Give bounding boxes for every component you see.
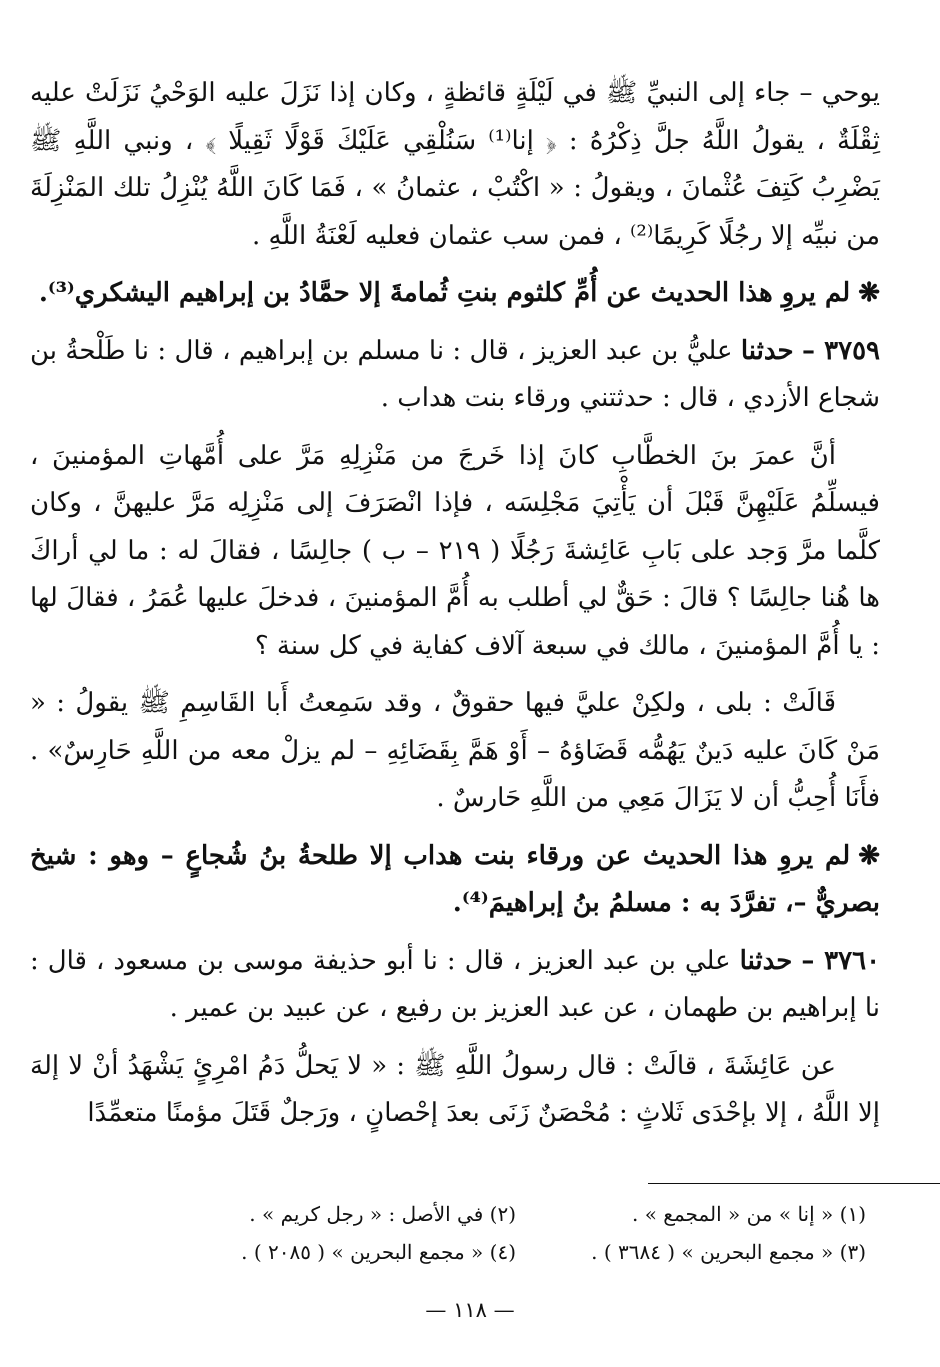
paragraph-text: علي بن عبد العزيز ، قال : نا أبو حذيفة موسى بن مسعود ، قال : نا إبراهيم بن طهمان ، عن عبد العزيز بن رفيع ، عن عبيد بن عمير . (30, 945, 880, 1023)
hadith-label: حدثنا (740, 335, 794, 366)
page-body (30, 70, 880, 1148)
paragraph-text: يوحي – جاء إلى النبيِّ ﷺ في لَيْلَةٍ قائظةٍ ، وكان إذا نَزَلَ عليه الوَحْيُ نَزَلَتْ عليه ثِقْلَةٌ ، يقولُ اللَّهُ جلَّ ذِكْرُهُ : ﴿ إنا⁽¹⁾ سَنُلْقِي عَلَيْكَ قَوْلًا ثَقِيلًا ﴾ ، ونبي اللَّهِ ﷺ يَضْرِبُ كَتِفَ عُثْمانَ ، ويقولُ : « اكْتُبْ ، عثمانُ » ، فَمَا كَانَ اللَّهُ يُنْزِلُ تلك المَنْزِلَةَ من نبيِّه إلا رجُلًا كَرِيمًا⁽²⁾ ، فمن سب عثمان فعليه لَعْنَةُ اللَّهِ . (30, 78, 880, 251)
footnote-row (40, 1233, 866, 1271)
hadith-number: ٣٧٥٩ – (801, 335, 881, 366)
footnotes (40, 1195, 866, 1271)
commentary-paragraph (30, 833, 880, 928)
hadith-3759-isnad (30, 328, 880, 423)
commentary-paragraph (30, 270, 880, 318)
hadith-label: حدثنا (739, 945, 793, 976)
footnote: (٣) « مجمع البحرين » ( ٣٦٨٤ ) . (591, 1240, 866, 1264)
hadith-3759-matn (30, 433, 880, 671)
asterism-icon: ❋ (858, 840, 880, 871)
hadith-number: ٣٧٦٠ – (801, 945, 881, 976)
paragraph-text: قَالَتْ : بلى ، ولكِنْ عليَّ فيها حقوقٌ ، وقد سَمِعتُ أَبا القَاسِمِ ﷺ يقولُ : « مَنْ كَانَ عليه دَينٌ يَهُمُّه قَضَاؤهُ – أَوْ هَمَّ بِقَضَائِهِ – لم يزلْ معه من اللَّهِ حَارِسٌ» . فأَنَا أُحِبُّ أن لا يَزَالَ مَعِي من اللَّهِ حَارسٌ . (30, 688, 880, 813)
footnote: (٤) « مجمع البحرين » ( ٢٠٨٥ ) . (241, 1240, 516, 1264)
paragraph-text: عن عَائِشَةَ ، قالَتْ : قال رسولُ اللَّهِ ﷺ : « لا يَحلُّ دَمُ امْرِئٍ يَشْهَدُ أنْ لا إلهَ إلا اللَّهُ ، إلا بإحْدَى ثَلاثٍ : مُحْصَنٌ زَنَى بعدَ إحْصانٍ ، ورَجلٌ قَتَلَ مؤمنًا متعمِّدًا (30, 1050, 880, 1128)
paragraph-text: لم يروِ هذا الحديث عن أُمِّ كلثوم بنتِ ثُمامةَ إلا حمَّادُ بن إبراهيم اليشكري⁽³⁾. (38, 278, 851, 308)
hadith-3760-matn (30, 1043, 880, 1138)
paragraph-text: عليُّ بن عبد العزيز ، قال : نا مسلم بن إبراهيم ، قال : نا طَلْحةُ بن شجاع الأزدي ، قال : حدثتني ورقاء بنت هداب . (30, 335, 880, 413)
footnote: (٢) في الأصل : « رجل كريم » . (249, 1202, 516, 1226)
paragraph-continuation (30, 70, 880, 260)
asterism-icon: ❋ (858, 278, 880, 308)
hadith-3759-matn-cont (30, 680, 880, 823)
paragraph-text: أنَّ عمرَ بنَ الخطَّابِ كانَ إذا خَرجَ من مَنْزِلِهِ مَرَّ على أُمَّهاتِ المؤمنينَ ، فيسلِّمُ عَلَيْهِنَّ قَبْلَ أن يَأْتِيَ مَجْلِسَه ، فإذا انْصَرَفَ إلى مَنْزِلِه مَرَّ عليهنَّ ، وكان كلَّما مرَّ وَجد على بَابِ عَائِشةَ رَجُلًا ( ٢١٩ – ب ) جالِسًا ، فقالَ له : ما لي أراكَ ها هُنا جالِسًا ؟ قالَ : حَقٌّ لي أطلب به أُمَّ المؤمنينَ ، فدخلَ عليها عُمَرُ ، فقالَ لها : يا أُمَّ المؤمنينَ ، مالك في سبعة آلاف كفاية في كل سنة ؟ (30, 440, 881, 661)
page-number: — ١١٨ — (425, 1298, 515, 1322)
hadith-3760-isnad (30, 938, 880, 1033)
paragraph-text: لم يروِ هذا الحديث عن ورقاء بنت هداب إلا طلحةُ بنُ شُجاعٍ – وهو : شيخ بصريٌّ –، تفرَّدَ به : مسلمُ بنُ إبراهيمَ⁽⁴⁾. (30, 840, 880, 918)
footnote-row (40, 1195, 866, 1233)
footnote-divider (648, 1183, 940, 1184)
footnote: (١) « إنا » من « المجمع » . (631, 1202, 866, 1226)
